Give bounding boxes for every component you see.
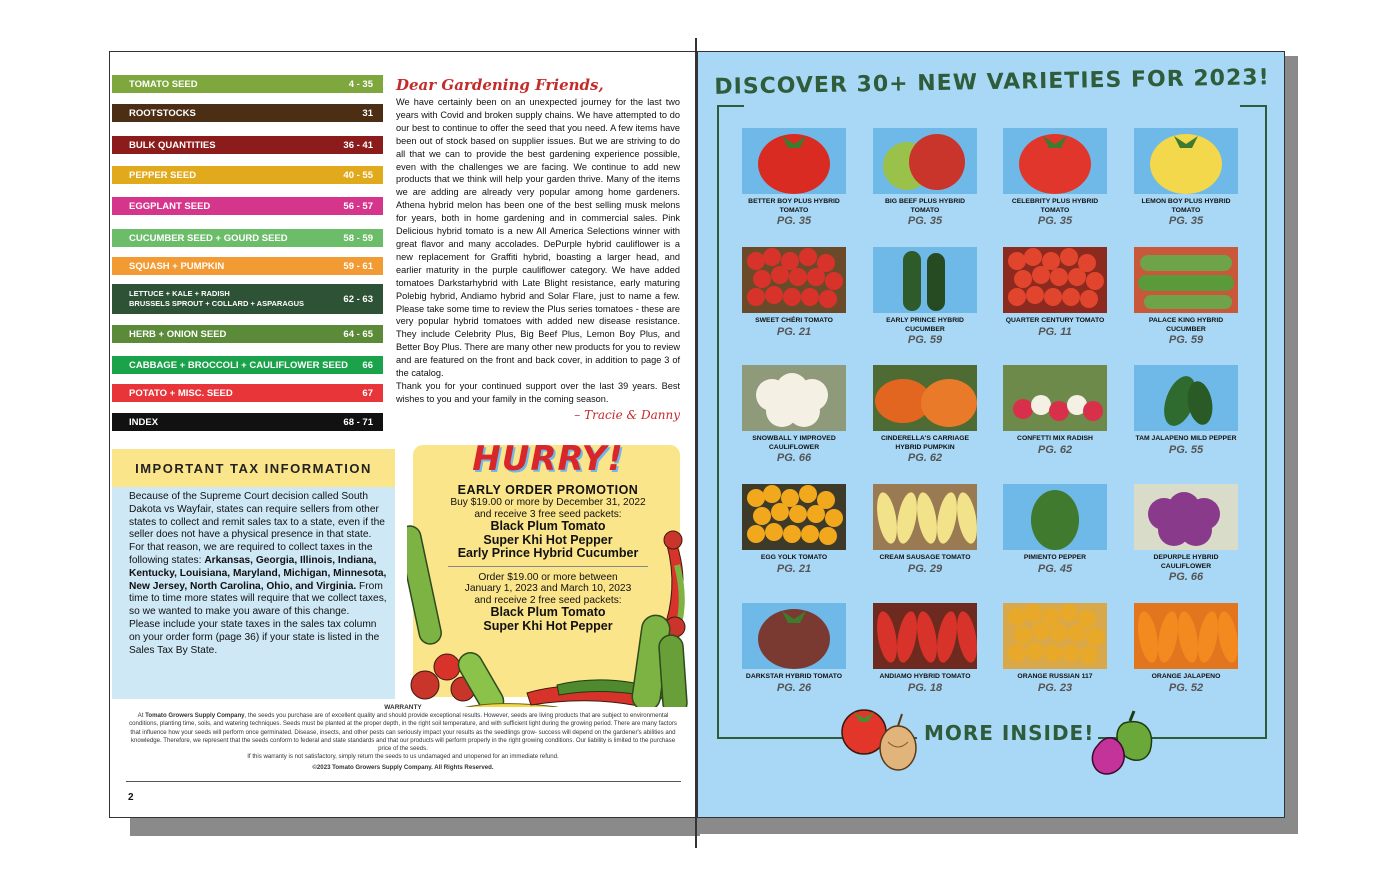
variety-card <box>873 128 977 227</box>
frame-line <box>1240 105 1267 107</box>
variety-photo <box>1003 484 1107 550</box>
toc-label: EGGPLANT SEED <box>129 200 211 212</box>
frame-line <box>717 105 719 738</box>
letter-signature: – Tracie & Danny <box>574 407 680 422</box>
toc-row <box>112 284 383 314</box>
variety-photo <box>742 247 846 313</box>
variety-image <box>742 365 846 431</box>
copyright: ©2023 Tomato Growers Supply Company. All Rights Reserved. <box>312 764 494 772</box>
variety-image <box>1003 365 1107 431</box>
promo-divider <box>448 566 648 567</box>
variety-name: BIG BEEF PLUS HYBRID TOMATO <box>884 198 966 214</box>
variety-name: DARKSTAR HYBRID TOMATO <box>745 673 843 680</box>
toc-pages: 58 - 59 <box>343 232 373 244</box>
variety-name: EGG YOLK TOMATO <box>760 554 828 561</box>
variety-page: PG. 21 <box>776 325 812 338</box>
letter <box>396 76 680 422</box>
toc-label: ROOTSTOCKS <box>129 107 196 119</box>
warranty-heading: WARRANTY <box>384 704 422 711</box>
variety-image <box>1134 365 1238 431</box>
toc-pages: 62 - 63 <box>343 293 373 305</box>
variety-page: PG. 18 <box>907 681 943 694</box>
variety-card <box>1003 603 1107 694</box>
variety-page: PG. 26 <box>776 681 812 694</box>
variety-photo <box>873 128 977 194</box>
variety-card <box>1134 128 1238 227</box>
variety-page: PG. 21 <box>776 562 812 575</box>
variety-card <box>742 603 846 694</box>
variety-card <box>873 247 977 346</box>
more-inside-heading: MORE INSIDE! <box>924 721 1095 745</box>
variety-card <box>873 365 977 464</box>
variety-photo <box>1134 603 1238 669</box>
toc-row <box>112 166 383 184</box>
variety-image <box>742 247 846 313</box>
variety-name: QUARTER CENTURY TOMATO <box>1005 317 1105 324</box>
variety-card <box>1003 484 1107 575</box>
variety-name: CELEBRITY PLUS HYBRID TOMATO <box>1011 198 1099 214</box>
toc-label: LETTUCE + KALE + RADISH BRUSSELS SPROUT + COLLARD + ASPARAGUS <box>129 289 305 308</box>
toc-label: POTATO + MISC. SEED <box>129 387 233 399</box>
variety-photo <box>742 484 846 550</box>
variety-image <box>873 247 977 313</box>
variety-photo <box>1003 128 1107 194</box>
variety-card <box>1134 484 1238 583</box>
variety-page: PG. 59 <box>907 334 943 346</box>
variety-card <box>873 603 977 694</box>
variety-card <box>742 247 846 338</box>
early-order-promotion <box>407 439 689 707</box>
variety-page: PG. 11 <box>1038 325 1072 338</box>
catalog-page-right <box>697 51 1285 818</box>
toc-label: TOMATO SEED <box>129 78 198 90</box>
variety-photo <box>1003 247 1107 313</box>
toc-pages: 56 - 57 <box>343 200 373 212</box>
variety-photo <box>742 603 846 669</box>
variety-photo <box>1134 247 1238 313</box>
variety-image <box>1003 128 1107 194</box>
toc-row <box>112 136 383 154</box>
variety-card <box>873 484 977 575</box>
page-number: 2 <box>128 792 134 803</box>
toc-row <box>112 75 383 93</box>
variety-name: ORANGE JALAPENO <box>1151 673 1221 680</box>
variety-name: ANDIAMO HYBRID TOMATO <box>879 673 971 680</box>
toc-pages: 31 <box>362 107 373 119</box>
variety-image <box>742 484 846 550</box>
variety-card <box>1134 603 1238 694</box>
toc-pages: 59 - 61 <box>343 260 373 272</box>
variety-image <box>1003 484 1107 550</box>
variety-photo <box>873 603 977 669</box>
variety-image <box>1003 247 1107 313</box>
tax-body: Because of the Supreme Court decision called South Dakota vs Wayfair, states can require sellers from other states to collect and remit sales tax to a state, even if the seller does not have a physical presence in that state. For that reason, we are required to collect taxes in the following states: Arkansas, Georgia, Illinois, Indiana, Kentucky, Louisiana, Maryland, Michigan, Minnesota, New Jersey, North Carolina, Ohio, and Virginia. From time to time more states will require that we collect taxes, so we wanted to make you aware of this change. Please include your state taxes in the sales tax column on your order form (page 36) if your state is listed in the Sales Tax By State. <box>112 487 395 699</box>
variety-page: PG. 62 <box>907 452 943 464</box>
variety-photo <box>742 365 846 431</box>
variety-page: PG. 66 <box>776 452 812 464</box>
variety-page: PG. 35 <box>1168 215 1204 227</box>
toc-row <box>112 104 383 122</box>
toc-label: CABBAGE + BROCCOLI + CAULIFLOWER SEED <box>129 359 349 371</box>
variety-card <box>742 128 846 227</box>
variety-name: TAM JALAPENO MILD PEPPER <box>1135 435 1237 442</box>
variety-name: CINDERELLA'S CARRIAGE HYBRID PUMPKIN <box>880 435 970 451</box>
variety-page: PG. 35 <box>1037 215 1073 227</box>
toc-row <box>112 413 383 431</box>
variety-photo <box>1003 365 1107 431</box>
variety-image <box>873 365 977 431</box>
variety-image <box>1003 603 1107 669</box>
page-shadow <box>130 818 700 836</box>
variety-image <box>742 603 846 669</box>
variety-card <box>1003 128 1107 227</box>
toc-label: BULK QUANTITIES <box>129 139 216 151</box>
variety-card <box>1003 247 1107 338</box>
variety-name: BETTER BOY PLUS HYBRID TOMATO <box>748 198 840 214</box>
variety-image <box>1134 247 1238 313</box>
variety-image <box>742 128 846 194</box>
variety-photo <box>873 247 977 313</box>
promo-title: EARLY ORDER PROMOTION <box>457 483 639 497</box>
variety-card <box>1134 365 1238 456</box>
variety-name: PIMIENTO PEPPER <box>1023 554 1087 561</box>
variety-name: CONFETTI MIX RADISH <box>1017 435 1093 442</box>
promo-text: EARLY ORDER PROMOTION Buy $19.00 or more by December 31, 2022 and receive 3 free seed packets: Black Plum Tomato Super Khi Hot Pepper Early Prince Hybrid Cucumber Order $19.00 or more between January 1, 2023 and March 10, 2023 and receive 2 free seed packets: Black Plum Tomato Super Khi Hot Pepper <box>407 483 689 633</box>
variety-page: PG. 59 <box>1168 334 1204 346</box>
variety-photo <box>873 365 977 431</box>
variety-page: PG. 66 <box>1168 571 1204 583</box>
variety-page: PG. 55 <box>1168 443 1204 456</box>
frame-line <box>717 105 744 107</box>
toc-row <box>112 325 383 343</box>
footer-divider <box>126 781 681 782</box>
toc-pages: 40 - 55 <box>343 169 373 181</box>
variety-photo <box>873 484 977 550</box>
variety-image <box>873 603 977 669</box>
warranty-refund: If this warranty is not satisfactory, simply return the seeds to us undamaged and unopened for an immediate refund. <box>247 753 559 761</box>
toc-label: HERB + ONION SEED <box>129 328 227 340</box>
variety-page: PG. 62 <box>1037 443 1073 456</box>
hurry-heading: HURRY! <box>472 439 624 479</box>
variety-page: PG. 45 <box>1037 562 1073 575</box>
variety-page: PG. 35 <box>776 215 812 227</box>
catalog-page-left <box>109 51 697 818</box>
toc-label: SQUASH + PUMPKIN <box>129 260 225 272</box>
variety-card <box>1134 247 1238 346</box>
toc-row <box>112 229 383 247</box>
variety-page: PG. 23 <box>1037 681 1073 694</box>
toc-pages: 36 - 41 <box>343 139 373 151</box>
letter-heading: Dear Gardening Friends, <box>396 76 604 94</box>
variety-name: SNOWBALL Y IMPROVED CAULIFLOWER <box>752 435 836 451</box>
variety-card <box>742 484 846 575</box>
variety-photo <box>1003 603 1107 669</box>
variety-photo <box>1134 484 1238 550</box>
variety-name: SWEET CHÉRI TOMATO <box>755 317 833 324</box>
pepper-eggplant-illustration <box>1086 707 1166 787</box>
variety-page: PG. 35 <box>907 215 943 227</box>
discover-headline: DISCOVER 30+ NEW VARIETIES FOR 2023! <box>714 65 1270 100</box>
toc-pages: 4 - 35 <box>348 78 373 90</box>
variety-name: ORANGE RUSSIAN 117 <box>1017 673 1093 680</box>
frame-line <box>1265 105 1267 738</box>
variety-image <box>873 484 977 550</box>
warranty-text: At Tomato Growers Supply Company, the seeds you purchase are of excellent quality and should provide exceptional results. However, seeds are living products that are subject to environmental conditions, planting time, soils, and watering techniques. Seeds must be planted at the proper depth, in the right soil temperature, and with sufficient light during the growing period. There are many factors that influence how your seeds will perform once germinated. Disease, insects, and other pests can seriously impact your results as the seedlings grow- success will depend on the gardener's abilities and knowledge. Therefore, we represent that the seeds conform to federal and state standards and that our products will perform properly in the right growing conditions. Our liability is limited to the purchase price of the seeds. <box>129 712 677 753</box>
toc-row <box>112 257 383 275</box>
toc-pages: 67 <box>362 387 373 399</box>
toc-row <box>112 197 383 215</box>
variety-image <box>1134 484 1238 550</box>
toc-pages: 64 - 65 <box>343 328 373 340</box>
variety-card <box>742 365 846 464</box>
toc-pages: 66 <box>362 359 373 371</box>
variety-page: PG. 52 <box>1168 681 1204 694</box>
variety-name: DEPURPLE HYBRID CAULIFLOWER <box>1153 554 1219 570</box>
variety-image <box>873 128 977 194</box>
warranty <box>124 704 682 773</box>
toc-label: INDEX <box>129 416 159 428</box>
variety-photo <box>1134 365 1238 431</box>
variety-image <box>1134 128 1238 194</box>
toc-pages: 68 - 71 <box>343 416 373 428</box>
variety-page: PG. 29 <box>907 562 943 575</box>
variety-name: PALACE KING HYBRID CUCUMBER <box>1148 317 1224 333</box>
toc-row <box>112 356 383 374</box>
toc-row <box>112 384 383 402</box>
tomato-onion-illustration <box>836 702 936 782</box>
tax-title: IMPORTANT TAX INFORMATION <box>112 449 395 487</box>
variety-photo <box>1134 128 1238 194</box>
variety-name: LEMON BOY PLUS HYBRID TOMATO <box>1141 198 1231 214</box>
toc-label: PEPPER SEED <box>129 169 197 181</box>
variety-name: EARLY PRINCE HYBRID CUCUMBER <box>886 317 964 333</box>
variety-card <box>1003 365 1107 456</box>
toc-label: CUCUMBER SEED + GOURD SEED <box>129 232 288 244</box>
letter-body: We have certainly been on an unexpected journey for the last two years with Covid and broken supply chains. We have attempted to do our best to continue to offer the seed that you need. A few items have been out of stock based on supplier issues. But we are striving to do all that we can to provide the best gardening experience possible, even with the challenges we are facing. We continue to add new products that we think will help your garden thrive. Many of the items we are adding are already very popular among home gardeners. Athena hybrid melon has been one of the best selling musk melons for years, both in home gardening and in commercial sales. Pink Delicious hybrid tomato is a new All America Selections winner with great flavor and many accolades. DePurple hybrid cauliflower is a new replacement for Graffiti hybrid, boasting a larger head, and earlier maturity in the purple cauliflower category. We have added tomatoes Darkstarhybrid with Late Blight resistance, early maturing Polebig hybrid, Andiamo hybrid and Solar Flare, just to name a few. Please take some time to review the Plus series tomatoes - these are very popular hybrid tomatoes with added new disease resistance. They include Celebrity Plus, Big Beef Plus, Lemon Boy Plus, and Better Boy Plus. There are many other new products for you to review and are featured on the front and back cover, in addition to page 3 of the catalog. Thank you for your continued support over the last 39 years. Best wishes to you and your family in the coming season. <box>396 97 680 404</box>
variety-name: CREAM SAUSAGE TOMATO <box>879 554 971 561</box>
variety-image <box>1134 603 1238 669</box>
variety-photo <box>742 128 846 194</box>
